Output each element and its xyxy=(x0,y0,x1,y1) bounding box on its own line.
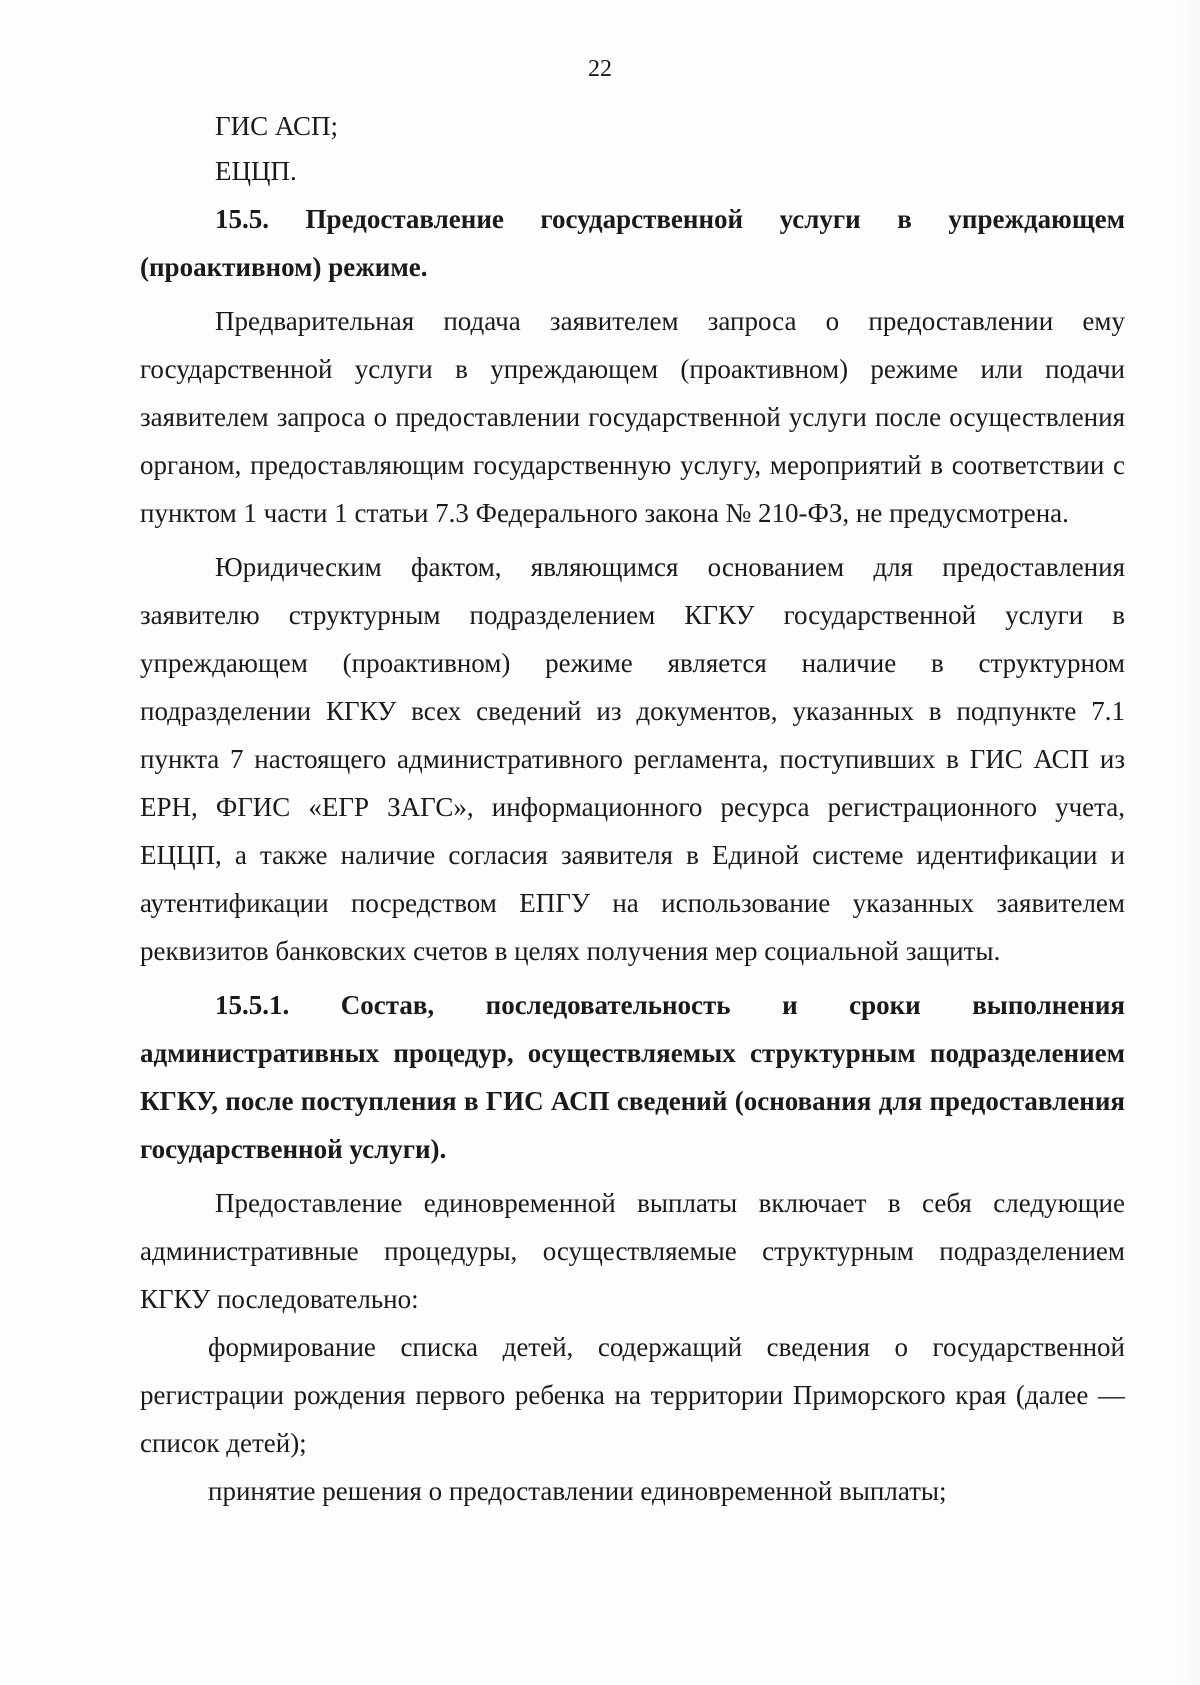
list-item-decision: принятие решения о предоставлении единовременной выплаты; xyxy=(208,1476,947,1506)
list-line-etscp: ЕЦЦП. xyxy=(215,155,297,186)
paragraph-legal-fact: Юридическим фактом, являющимся основанием для предоставления заявителю структурным подразделением КГКУ государственной услуги в упреждающем (проактивном) режиме является наличие в структурном подразделении КГКУ всех сведений из документов, указанных в подпункте 7.1 пункта 7 настоящего административного регламента, поступивших в ГИС АСП из ЕРН, ФГИС «ЕГР ЗАГС», информационного ресурса регистрационного учета, ЕЦЦП, а также наличие согласия заявителя в Единой системе идентификации и аутентификации посредством ЕПГУ на использование указанных заявителем реквизитов банковских счетов в целях получения мер социальной защиты. xyxy=(140,552,1125,966)
page-number: 22 xyxy=(588,56,612,82)
document-body xyxy=(140,104,1125,1515)
paragraph-preliminary-request: Предварительная подача заявителем запроса о предоставлении ему государственной услуги в упреждающем (проактивном) режиме или подачи заявителем запроса о предоставлении государственной услуги после осуществления органом, предоставляющим государственную услугу, мероприятий в соответствии с пунктом 1 части 1 статьи 7.3 Федерального закона № 210-ФЗ, не предусмотрена. xyxy=(140,306,1125,528)
scan-edge-shadow xyxy=(1178,0,1200,1685)
list-line-gis-asp: ГИС АСП; xyxy=(215,111,339,141)
section-heading-15-5: 15.5. Предоставление государственной услуги в упреждающем (проактивном) режиме. xyxy=(140,204,1125,282)
list-item-children-list: формирование списка детей, содержащий сведения о государственной регистрации рождения первого ребенка на территории Приморского края (далее — список детей); xyxy=(140,1332,1125,1458)
paragraph-procedures-intro: Предоставление единовременной выплаты включает в себя следующие административные процедуры, осуществляемые структурным подразделением КГКУ последовательно: xyxy=(140,1188,1125,1314)
section-heading-15-5-1: 15.5.1. Состав, последовательность и сроки выполнения административных процедур, осуществляемых структурным подразделением КГКУ, после поступления в ГИС АСП сведений (основания для предоставления государственной услуги). xyxy=(140,990,1125,1164)
